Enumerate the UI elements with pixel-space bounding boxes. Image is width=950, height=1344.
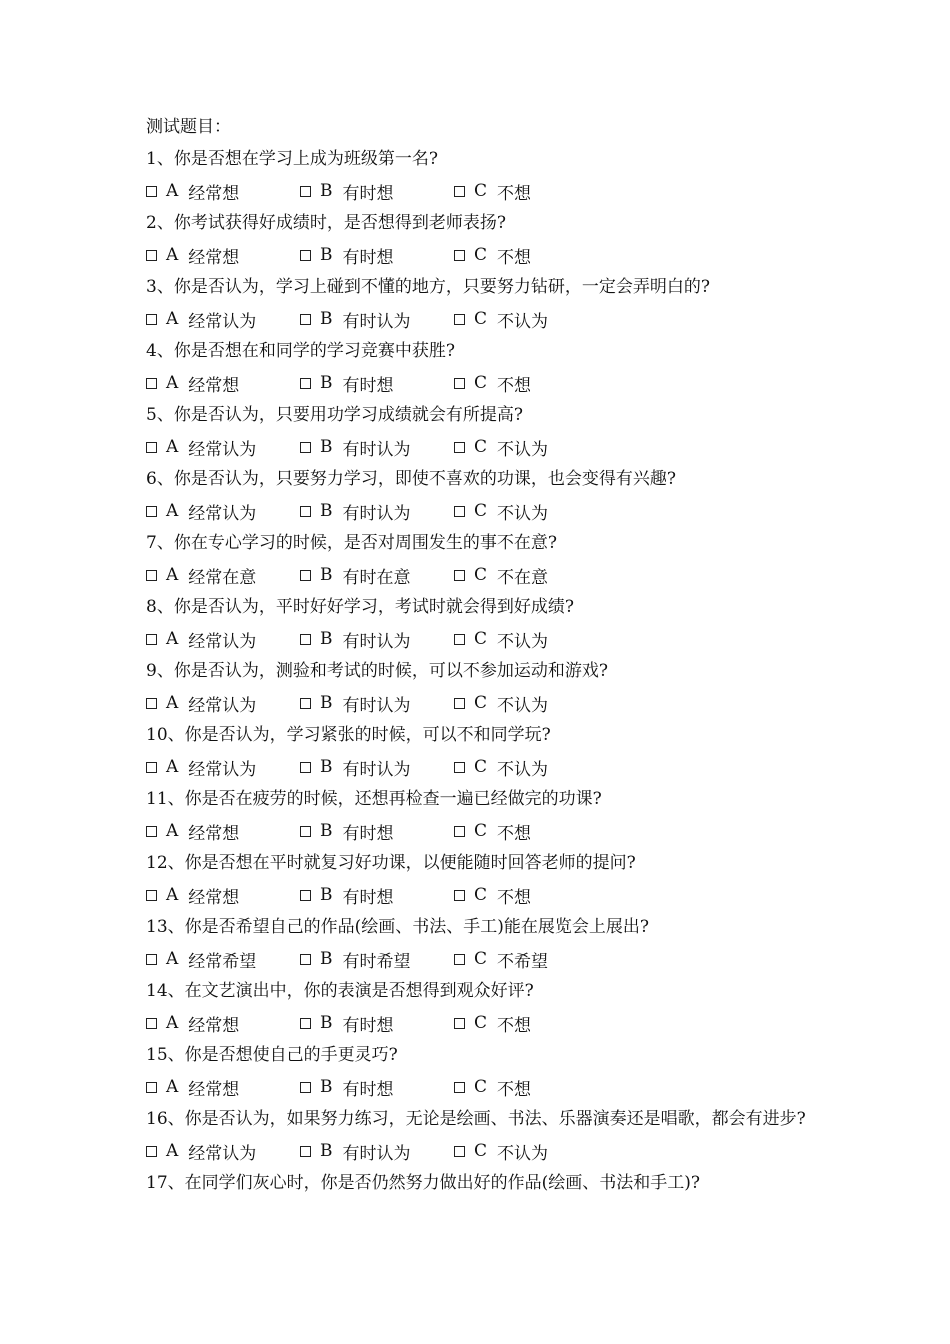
option-a[interactable] bbox=[146, 819, 300, 844]
option-a[interactable] bbox=[146, 691, 300, 716]
option-b[interactable] bbox=[300, 243, 454, 268]
checkbox-icon[interactable] bbox=[300, 1146, 311, 1157]
option-letter: A bbox=[166, 437, 179, 457]
option-label: 不认为 bbox=[497, 311, 549, 332]
option-label: 经常认为 bbox=[188, 1143, 257, 1164]
checkbox-icon[interactable] bbox=[300, 890, 311, 901]
option-a[interactable] bbox=[146, 883, 300, 908]
options-row bbox=[146, 239, 826, 271]
option-a[interactable] bbox=[146, 307, 300, 332]
option-b[interactable] bbox=[300, 499, 454, 524]
checkbox-icon[interactable] bbox=[146, 634, 157, 645]
option-label: 不认为 bbox=[497, 695, 549, 716]
question-text: 6、你是否认为，只要努力学习，即使不喜欢的功课，也会变得有兴趣? bbox=[146, 469, 676, 489]
option-label: 有时认为 bbox=[342, 631, 411, 652]
option-a[interactable] bbox=[146, 499, 300, 524]
question-text: 15、你是否想使自己的手更灵巧? bbox=[146, 1045, 398, 1065]
options-row bbox=[146, 559, 826, 591]
option-label: 有时想 bbox=[342, 887, 394, 908]
option-c[interactable] bbox=[454, 243, 608, 268]
option-letter: A bbox=[166, 693, 179, 713]
option-letter: B bbox=[320, 565, 333, 585]
option-c[interactable] bbox=[454, 947, 608, 972]
option-label: 不希望 bbox=[497, 951, 549, 972]
checkbox-icon[interactable] bbox=[454, 570, 465, 581]
option-label: 有时想 bbox=[342, 1015, 394, 1036]
option-a[interactable] bbox=[146, 1139, 300, 1164]
option-letter: A bbox=[166, 501, 179, 521]
option-label: 经常认为 bbox=[188, 631, 257, 652]
options-row bbox=[146, 815, 826, 847]
question-text: 4、你是否想在和同学的学习竞赛中获胜? bbox=[146, 341, 455, 361]
option-label: 有时想 bbox=[342, 247, 394, 268]
option-letter: B bbox=[320, 949, 333, 969]
checkbox-icon[interactable] bbox=[146, 378, 157, 389]
question-text: 5、你是否认为，只要用功学习成绩就会有所提高? bbox=[146, 405, 523, 425]
checkbox-icon[interactable] bbox=[454, 1082, 465, 1093]
option-label: 经常想 bbox=[188, 823, 240, 844]
option-b[interactable] bbox=[300, 1075, 454, 1100]
option-letter: A bbox=[166, 245, 179, 265]
option-letter: B bbox=[320, 821, 333, 841]
option-c[interactable] bbox=[454, 307, 608, 332]
checkbox-icon[interactable] bbox=[300, 186, 311, 197]
option-letter: C bbox=[474, 565, 488, 585]
checkbox-icon[interactable] bbox=[300, 634, 311, 645]
option-a[interactable] bbox=[146, 243, 300, 268]
option-letter: C bbox=[474, 949, 488, 969]
option-b[interactable] bbox=[300, 627, 454, 652]
checkbox-icon[interactable] bbox=[454, 186, 465, 197]
checkbox-icon[interactable] bbox=[454, 826, 465, 837]
option-a[interactable] bbox=[146, 947, 300, 972]
option-label: 不认为 bbox=[497, 631, 549, 652]
option-label: 经常认为 bbox=[188, 695, 257, 716]
option-label: 有时希望 bbox=[342, 951, 411, 972]
option-label: 有时想 bbox=[342, 1079, 394, 1100]
option-letter: B bbox=[320, 373, 333, 393]
option-letter: C bbox=[474, 309, 488, 329]
page-heading: 测试题目： bbox=[146, 117, 231, 137]
option-label: 经常希望 bbox=[188, 951, 257, 972]
option-letter: C bbox=[474, 437, 488, 457]
option-label: 不认为 bbox=[497, 439, 549, 460]
option-a[interactable] bbox=[146, 1075, 300, 1100]
option-letter: C bbox=[474, 1141, 488, 1161]
option-c[interactable] bbox=[454, 1139, 608, 1164]
option-letter: B bbox=[320, 629, 333, 649]
checkbox-icon[interactable] bbox=[454, 762, 465, 773]
option-letter: C bbox=[474, 373, 488, 393]
options-row bbox=[146, 751, 826, 783]
option-letter: B bbox=[320, 693, 333, 713]
question-text: 12、你是否想在平时就复习好功课，以便能随时回答老师的提问? bbox=[146, 853, 636, 873]
option-label: 有时认为 bbox=[342, 311, 411, 332]
option-label: 经常想 bbox=[188, 1079, 240, 1100]
option-label: 经常想 bbox=[188, 887, 240, 908]
option-b[interactable] bbox=[300, 435, 454, 460]
checkbox-icon[interactable] bbox=[146, 1146, 157, 1157]
option-letter: A bbox=[166, 1077, 179, 1097]
option-label: 经常认为 bbox=[188, 759, 257, 780]
option-letter: A bbox=[166, 373, 179, 393]
checkbox-icon[interactable] bbox=[146, 954, 157, 965]
checkbox-icon[interactable] bbox=[146, 826, 157, 837]
options-row bbox=[146, 1071, 826, 1103]
checkbox-icon[interactable] bbox=[146, 314, 157, 325]
checkbox-icon[interactable] bbox=[300, 314, 311, 325]
option-b[interactable] bbox=[300, 1011, 454, 1036]
option-label: 经常认为 bbox=[188, 503, 257, 524]
option-label: 经常想 bbox=[188, 247, 240, 268]
question-list bbox=[146, 143, 826, 1199]
option-letter: C bbox=[474, 1013, 488, 1033]
question-text: 7、你在专心学习的时候，是否对周围发生的事不在意? bbox=[146, 533, 557, 553]
option-letter: B bbox=[320, 181, 333, 201]
option-letter: C bbox=[474, 629, 488, 649]
option-a[interactable] bbox=[146, 755, 300, 780]
checkbox-icon[interactable] bbox=[454, 506, 465, 517]
option-b[interactable] bbox=[300, 179, 454, 204]
checkbox-icon[interactable] bbox=[146, 570, 157, 581]
option-letter: C bbox=[474, 821, 488, 841]
question-text: 1、你是否想在学习上成为班级第一名? bbox=[146, 149, 438, 169]
option-letter: A bbox=[166, 565, 179, 585]
option-label: 不认为 bbox=[497, 1143, 549, 1164]
option-letter: A bbox=[166, 181, 179, 201]
checkbox-icon[interactable] bbox=[300, 698, 311, 709]
checkbox-icon[interactable] bbox=[300, 1082, 311, 1093]
question-text: 11、你是否在疲劳的时候，还想再检查一遍已经做完的功课? bbox=[146, 789, 602, 809]
options-row bbox=[146, 1007, 826, 1039]
option-label: 有时在意 bbox=[342, 567, 411, 588]
option-label: 不想 bbox=[497, 887, 532, 908]
option-letter: C bbox=[474, 757, 488, 777]
option-label: 不想 bbox=[497, 247, 532, 268]
checkbox-icon[interactable] bbox=[146, 442, 157, 453]
checkbox-icon[interactable] bbox=[454, 1146, 465, 1157]
option-letter: A bbox=[166, 1013, 179, 1033]
options-row bbox=[146, 303, 826, 335]
option-label: 不想 bbox=[497, 1015, 532, 1036]
option-letter: B bbox=[320, 885, 333, 905]
option-c[interactable] bbox=[454, 1011, 608, 1036]
checkbox-icon[interactable] bbox=[146, 698, 157, 709]
option-c[interactable] bbox=[454, 627, 608, 652]
option-c[interactable] bbox=[454, 1075, 608, 1100]
checkbox-icon[interactable] bbox=[146, 762, 157, 773]
option-c[interactable] bbox=[454, 499, 608, 524]
options-row bbox=[146, 495, 826, 527]
option-a[interactable] bbox=[146, 179, 300, 204]
option-c[interactable] bbox=[454, 435, 608, 460]
option-letter: C bbox=[474, 501, 488, 521]
options-row bbox=[146, 623, 826, 655]
option-label: 有时想 bbox=[342, 375, 394, 396]
option-label: 不在意 bbox=[497, 567, 549, 588]
checkbox-icon[interactable] bbox=[300, 762, 311, 773]
question-text: 10、你是否认为，学习紧张的时候，可以不和同学玩? bbox=[146, 725, 551, 745]
option-a[interactable] bbox=[146, 371, 300, 396]
option-b[interactable] bbox=[300, 883, 454, 908]
options-row bbox=[146, 1135, 826, 1167]
option-label: 不认为 bbox=[497, 503, 549, 524]
options-row bbox=[146, 367, 826, 399]
option-b[interactable] bbox=[300, 755, 454, 780]
option-letter: A bbox=[166, 885, 179, 905]
option-letter: A bbox=[166, 757, 179, 777]
checkbox-icon[interactable] bbox=[300, 250, 311, 261]
checkbox-icon[interactable] bbox=[454, 954, 465, 965]
checkbox-icon[interactable] bbox=[146, 1082, 157, 1093]
question-text: 16、你是否认为，如果努力练习，无论是绘画、书法、乐器演奏还是唱歌，都会有进步? bbox=[146, 1109, 806, 1129]
option-c[interactable] bbox=[454, 179, 608, 204]
option-label: 有时想 bbox=[342, 183, 394, 204]
option-b[interactable] bbox=[300, 563, 454, 588]
option-label: 经常认为 bbox=[188, 311, 257, 332]
option-letter: B bbox=[320, 757, 333, 777]
question-text: 9、你是否认为，测验和考试的时候，可以不参加运动和游戏? bbox=[146, 661, 608, 681]
options-row bbox=[146, 943, 826, 975]
option-letter: B bbox=[320, 1077, 333, 1097]
checkbox-icon[interactable] bbox=[146, 506, 157, 517]
option-letter: B bbox=[320, 309, 333, 329]
option-c[interactable] bbox=[454, 755, 608, 780]
question-text: 8、你是否认为，平时好好学习，考试时就会得到好成绩? bbox=[146, 597, 574, 617]
options-row bbox=[146, 687, 826, 719]
option-label: 不想 bbox=[497, 823, 532, 844]
option-letter: A bbox=[166, 1141, 179, 1161]
option-label: 经常认为 bbox=[188, 439, 257, 460]
option-a[interactable] bbox=[146, 627, 300, 652]
checkbox-icon[interactable] bbox=[454, 442, 465, 453]
option-letter: A bbox=[166, 629, 179, 649]
option-b[interactable] bbox=[300, 819, 454, 844]
option-label: 有时认为 bbox=[342, 695, 411, 716]
option-letter: C bbox=[474, 885, 488, 905]
question-text: 2、你考试获得好成绩时，是否想得到老师表扬? bbox=[146, 213, 506, 233]
option-label: 有时认为 bbox=[342, 759, 411, 780]
option-b[interactable] bbox=[300, 307, 454, 332]
checkbox-icon[interactable] bbox=[454, 378, 465, 389]
option-c[interactable] bbox=[454, 371, 608, 396]
option-label: 经常在意 bbox=[188, 567, 257, 588]
question-text: 17、在同学们灰心时，你是否仍然努力做出好的作品(绘画、书法和手工)? bbox=[146, 1173, 701, 1193]
checkbox-icon[interactable] bbox=[300, 1018, 311, 1029]
question-text: 13、你是否希望自己的作品(绘画、书法、手工)能在展览会上展出? bbox=[146, 917, 650, 937]
checkbox-icon[interactable] bbox=[454, 698, 465, 709]
checkbox-icon[interactable] bbox=[300, 954, 311, 965]
option-letter: C bbox=[474, 1077, 488, 1097]
option-letter: C bbox=[474, 245, 488, 265]
checkbox-icon[interactable] bbox=[146, 250, 157, 261]
checkbox-icon[interactable] bbox=[300, 506, 311, 517]
option-label: 不认为 bbox=[497, 759, 549, 780]
checkbox-icon[interactable] bbox=[300, 442, 311, 453]
option-letter: B bbox=[320, 245, 333, 265]
option-label: 有时认为 bbox=[342, 503, 411, 524]
option-letter: A bbox=[166, 949, 179, 969]
option-c[interactable] bbox=[454, 819, 608, 844]
option-a[interactable] bbox=[146, 563, 300, 588]
checkbox-icon[interactable] bbox=[454, 890, 465, 901]
option-letter: B bbox=[320, 501, 333, 521]
option-c[interactable] bbox=[454, 883, 608, 908]
checkbox-icon[interactable] bbox=[146, 186, 157, 197]
option-b[interactable] bbox=[300, 947, 454, 972]
checkbox-icon[interactable] bbox=[454, 250, 465, 261]
option-letter: C bbox=[474, 693, 488, 713]
option-letter: B bbox=[320, 437, 333, 457]
checkbox-icon[interactable] bbox=[146, 890, 157, 901]
option-c[interactable] bbox=[454, 563, 608, 588]
question-text: 3、你是否认为，学习上碰到不懂的地方，只要努力钻研，一定会弄明白的? bbox=[146, 277, 710, 297]
options-row bbox=[146, 431, 826, 463]
option-label: 经常想 bbox=[188, 183, 240, 204]
option-label: 有时想 bbox=[342, 823, 394, 844]
option-letter: A bbox=[166, 309, 179, 329]
option-label: 有时认为 bbox=[342, 439, 411, 460]
checkbox-icon[interactable] bbox=[300, 826, 311, 837]
option-letter: C bbox=[474, 181, 488, 201]
options-row bbox=[146, 175, 826, 207]
option-label: 经常想 bbox=[188, 1015, 240, 1036]
checkbox-icon[interactable] bbox=[300, 570, 311, 581]
option-label: 不想 bbox=[497, 1079, 532, 1100]
option-label: 经常想 bbox=[188, 375, 240, 396]
option-letter: B bbox=[320, 1013, 333, 1033]
option-a[interactable] bbox=[146, 435, 300, 460]
option-b[interactable] bbox=[300, 691, 454, 716]
option-label: 不想 bbox=[497, 183, 532, 204]
questionnaire bbox=[146, 111, 826, 1199]
option-letter: B bbox=[320, 1141, 333, 1161]
checkbox-icon[interactable] bbox=[146, 1018, 157, 1029]
option-c[interactable] bbox=[454, 691, 608, 716]
option-a[interactable] bbox=[146, 1011, 300, 1036]
option-label: 不想 bbox=[497, 375, 532, 396]
checkbox-icon[interactable] bbox=[300, 378, 311, 389]
checkbox-icon[interactable] bbox=[454, 1018, 465, 1029]
checkbox-icon[interactable] bbox=[454, 634, 465, 645]
options-row bbox=[146, 879, 826, 911]
question-text: 14、在文艺演出中，你的表演是否想得到观众好评? bbox=[146, 981, 534, 1001]
option-label: 有时认为 bbox=[342, 1143, 411, 1164]
option-letter: A bbox=[166, 821, 179, 841]
checkbox-icon[interactable] bbox=[454, 314, 465, 325]
option-b[interactable] bbox=[300, 1139, 454, 1164]
option-b[interactable] bbox=[300, 371, 454, 396]
